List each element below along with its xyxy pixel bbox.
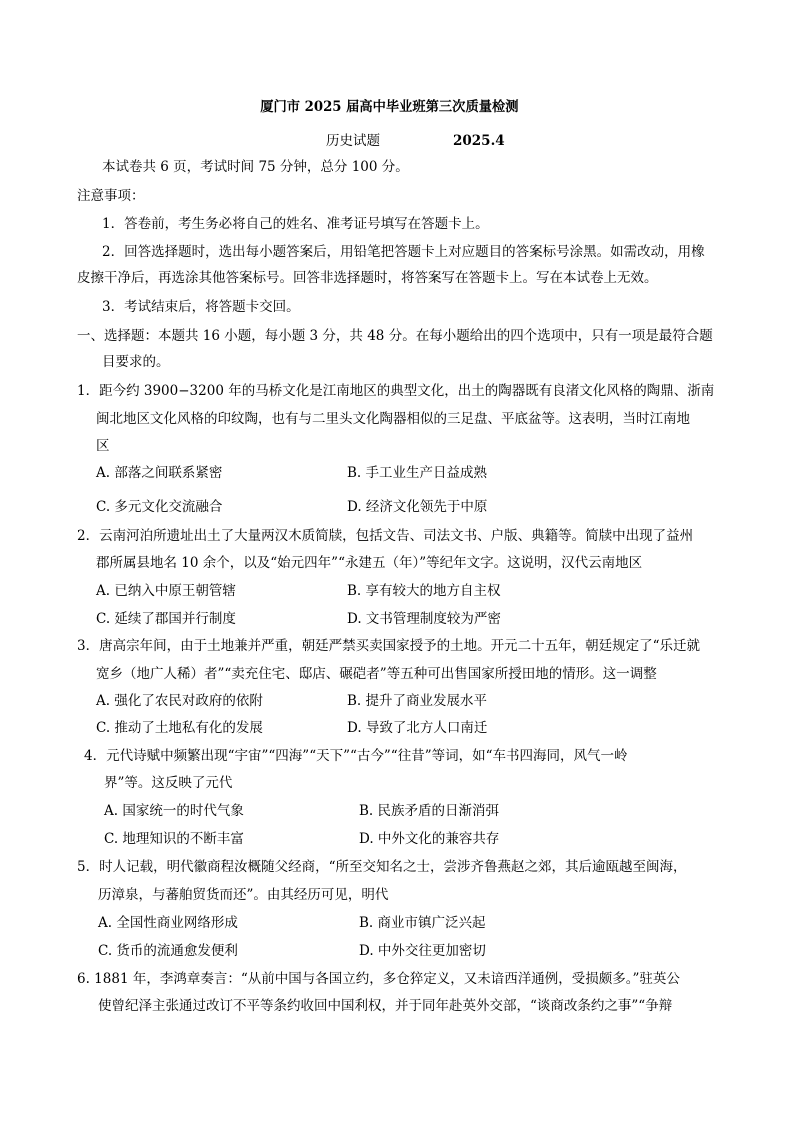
option-b: B. 民族矛盾的日渐消弭 [359,803,500,819]
notice-item: 2．回答选择题时，选出每小题答案后，用铅笔把答题卡上对应题目的答案标号涂黑。如需改动，用橡 [102,244,705,260]
question-stem-line: 历漳泉，与蕃舶贸货而还”。由其经历可见，明代 [98,887,389,903]
option-d: D. 经济文化领先于中原 [347,499,488,515]
option-c: C. 货币的流通愈发便利 [98,943,238,959]
question-stem-line: 宽乡（地广人稀）者”“卖充住宅、邸店、碾硙者”等五种可出售国家所授田地的情形。这一调整 [96,666,657,682]
section-heading: 一、选择题：本题共 16 小题，每小题 3 分，共 48 分。在每小题给出的四个选项中，只有一项是最符合题 [77,328,713,344]
option-b: B. 提升了商业发展水平 [347,693,488,709]
question-stem-line: 2．云南河泊所遗址出土了大量两汉木质简牍，包括文告、司法文书、户版、典籍等。简牍中出现了益州 [77,528,694,544]
exam-subject: 历史试题 [326,133,380,149]
option-d: D. 导致了北方人口南迁 [347,720,488,736]
question-stem-line: 闽北地区文化风格的印纹陶，也有与二里头文化陶器相似的三足盘、平底盆等。这表明，当时江南地 [96,411,690,427]
question-stem-line: 3．唐高宗年间，由于土地兼并严重，朝廷严禁买卖国家授予的土地。开元二十五年，朝廷规定了“乐迁就 [77,638,700,654]
notice-heading: 注意事项： [77,188,145,204]
option-b: B. 享有较大的地方自主权 [347,583,501,599]
exam-title: 厦门市 2025 届高中毕业班第三次质量检测 [260,99,519,115]
option-a: A. 国家统一的时代气象 [104,803,244,819]
question-stem-line: 郡所属县地名 10 余个，以及“始元四年”“永建五（年）”等纪年文字。这说明，汉代云南地区 [96,555,643,571]
option-d: D. 文书管理制度较为严密 [347,611,501,627]
question-stem-line: 界”等。这反映了元代 [104,775,233,791]
question-stem-line: 1．距今约 3900−3200 年的马桥文化是江南地区的典型文化，出土的陶器既有良渚文化风格的陶鼎、浙南 [77,383,715,399]
option-d: D. 中外交往更加密切 [359,943,486,959]
option-a: A. 强化了农民对政府的依附 [96,693,263,709]
notice-item: 3．考试结束后，将答题卡交回。 [102,299,300,315]
question-stem-line: 4．元代诗赋中频繁出现“宇宙”“四海”“天下”“古今”“往昔”等词，如“车书四海同，风气一岭 [84,748,628,764]
option-c: C. 延续了郡国并行制度 [96,611,236,627]
exam-date: 2025.4 [453,133,505,149]
option-a: A. 部落之间联系紧密 [96,465,223,481]
option-b: B. 手工业生产日益成熟 [347,465,488,481]
option-a: A. 已纳入中原王朝管辖 [96,583,236,599]
notice-item: 皮擦干净后，再选涂其他答案标号。回答非选择题时，将答案写在答题卡上。写在本试卷上无效。 [77,270,658,286]
exam-intro: 本试卷共 6 页，考试时间 75 分钟，总分 100 分。 [102,159,409,175]
question-stem-line: 区 [96,438,110,454]
question-stem-line: 6. 1881 年，李鸿章奏言：“从前中国与各国立约，多仓猝定义，又未谙西洋通例，受损颇多。”驻英公 [77,971,680,987]
question-stem-line: 使曾纪泽主张通过改订不平等条约收回中国利权，并于同年赴英外交部，“谈商改条约之事”“争辩 [98,998,673,1014]
option-b: B. 商业市镇广泛兴起 [359,915,486,931]
option-c: C. 多元文化交流融合 [96,499,223,515]
option-d: D. 中外文化的兼容共存 [359,831,500,847]
option-a: A. 全国性商业网络形成 [98,915,238,931]
notice-item: 1．答卷前，考生务必将自己的姓名、准考证号填写在答题卡上。 [102,216,489,232]
option-c: C. 推动了土地私有化的发展 [96,720,263,736]
question-stem-line: 5．时人记载，明代徽商程汝概随父经商，“所至交知名之士，尝涉齐鲁燕赵之郊，其后逾瓯越至闽海， [77,859,687,875]
section-heading-cont: 目要求的。 [102,354,170,370]
option-c: C. 地理知识的不断丰富 [104,831,244,847]
